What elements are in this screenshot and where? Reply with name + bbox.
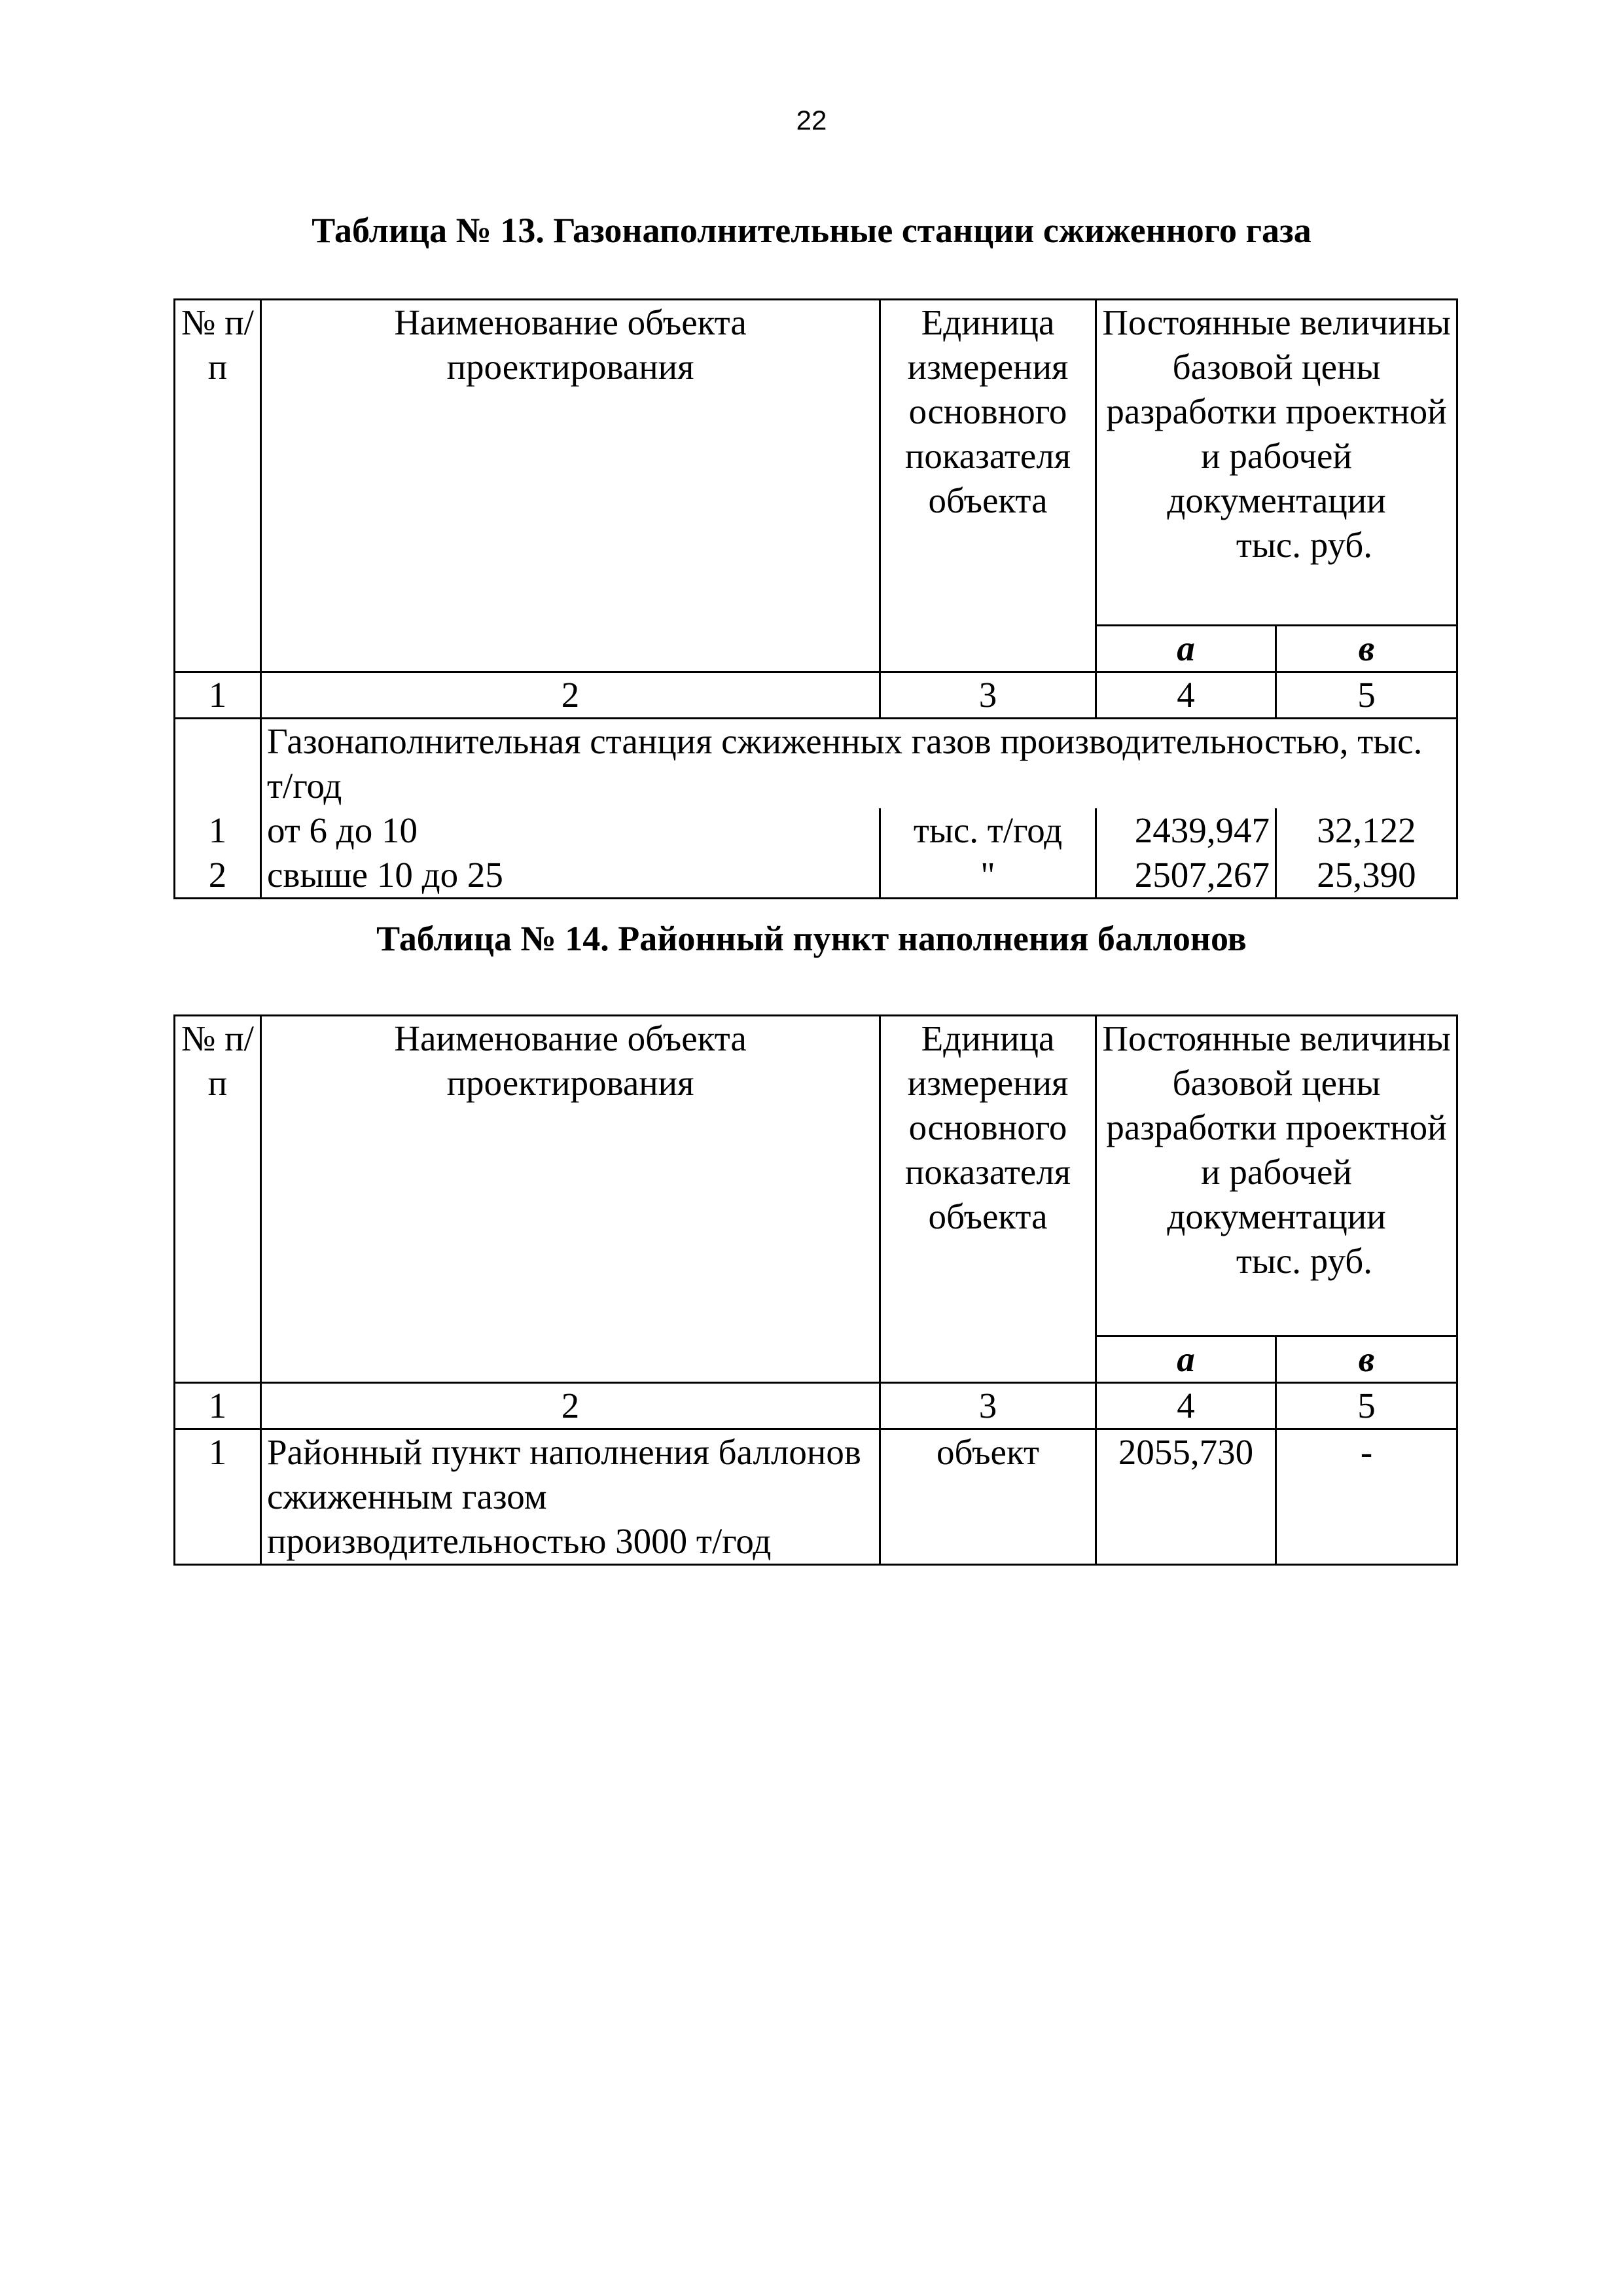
col-number: 1 bbox=[175, 672, 261, 719]
header-unit: Единица измерения основного показателя объекта bbox=[880, 1016, 1096, 1383]
header-price-unit: тыс. руб. bbox=[1236, 1241, 1372, 1281]
row-value-b: 25,390 bbox=[1276, 853, 1457, 899]
row-value-b: - bbox=[1276, 1429, 1457, 1565]
header-price-unit: тыс. руб. bbox=[1236, 525, 1372, 565]
col-number: 2 bbox=[261, 672, 880, 719]
row-name: Районный пункт наполнения баллонов сжиженным газом производительностью 3000 т/год bbox=[261, 1429, 880, 1565]
header-num: № п/п bbox=[175, 1016, 261, 1383]
row-name: свыше 10 до 25 bbox=[261, 853, 880, 899]
table-14 bbox=[173, 1014, 1458, 1566]
col-number: 4 bbox=[1096, 1383, 1276, 1429]
header-name: Наименование объекта проектирования bbox=[261, 300, 880, 672]
group-title: Газонаполнительная станция сжиженных газов производительностью, тыс. т/год bbox=[261, 719, 1457, 809]
col-number: 4 bbox=[1096, 672, 1276, 719]
header-sub-b: в bbox=[1276, 1336, 1457, 1383]
header-name: Наименование объекта проектирования bbox=[261, 1016, 880, 1383]
col-number: 3 bbox=[880, 672, 1096, 719]
table-row bbox=[175, 808, 1457, 853]
table-13-title: Таблица № 13. Газонаполнительные станции сжиженного газа bbox=[312, 211, 1311, 250]
col-number: 5 bbox=[1276, 1383, 1457, 1429]
row-num: 1 bbox=[175, 1429, 261, 1565]
col-number: 3 bbox=[880, 1383, 1096, 1429]
row-name: от 6 до 10 bbox=[261, 808, 880, 853]
col-number: 5 bbox=[1276, 672, 1457, 719]
col-number: 2 bbox=[261, 1383, 880, 1429]
row-num: 2 bbox=[175, 853, 261, 899]
group-num-cell bbox=[175, 719, 261, 809]
row-unit: " bbox=[880, 853, 1096, 899]
table-row bbox=[175, 1429, 1457, 1565]
row-value-a: 2439,947 bbox=[1096, 808, 1276, 853]
row-value-a: 2055,730 bbox=[1096, 1429, 1276, 1565]
table-13 bbox=[173, 298, 1458, 899]
col-number: 1 bbox=[175, 1383, 261, 1429]
table-row bbox=[175, 853, 1457, 899]
row-value-b: 32,122 bbox=[1276, 808, 1457, 853]
header-num: № п/п bbox=[175, 300, 261, 672]
header-unit: Единица измерения основного показателя объекта bbox=[880, 300, 1096, 672]
page-number: 22 bbox=[796, 105, 827, 135]
header-price-text: Постоянные величины базовой цены разработки проектной и рабочей документации bbox=[1102, 1018, 1451, 1236]
header-sub-a: а bbox=[1096, 626, 1276, 672]
table-14-title: Таблица № 14. Районный пункт наполнения баллонов bbox=[376, 919, 1247, 958]
row-num: 1 bbox=[175, 808, 261, 853]
header-price bbox=[1096, 1016, 1457, 1336]
header-sub-a: а bbox=[1096, 1336, 1276, 1383]
header-price bbox=[1096, 300, 1457, 626]
row-value-a: 2507,267 bbox=[1096, 853, 1276, 899]
header-sub-b: в bbox=[1276, 626, 1457, 672]
header-price-text: Постоянные величины базовой цены разработки проектной и рабочей документации bbox=[1102, 302, 1451, 520]
row-unit: объект bbox=[880, 1429, 1096, 1565]
row-unit: тыс. т/год bbox=[880, 808, 1096, 853]
